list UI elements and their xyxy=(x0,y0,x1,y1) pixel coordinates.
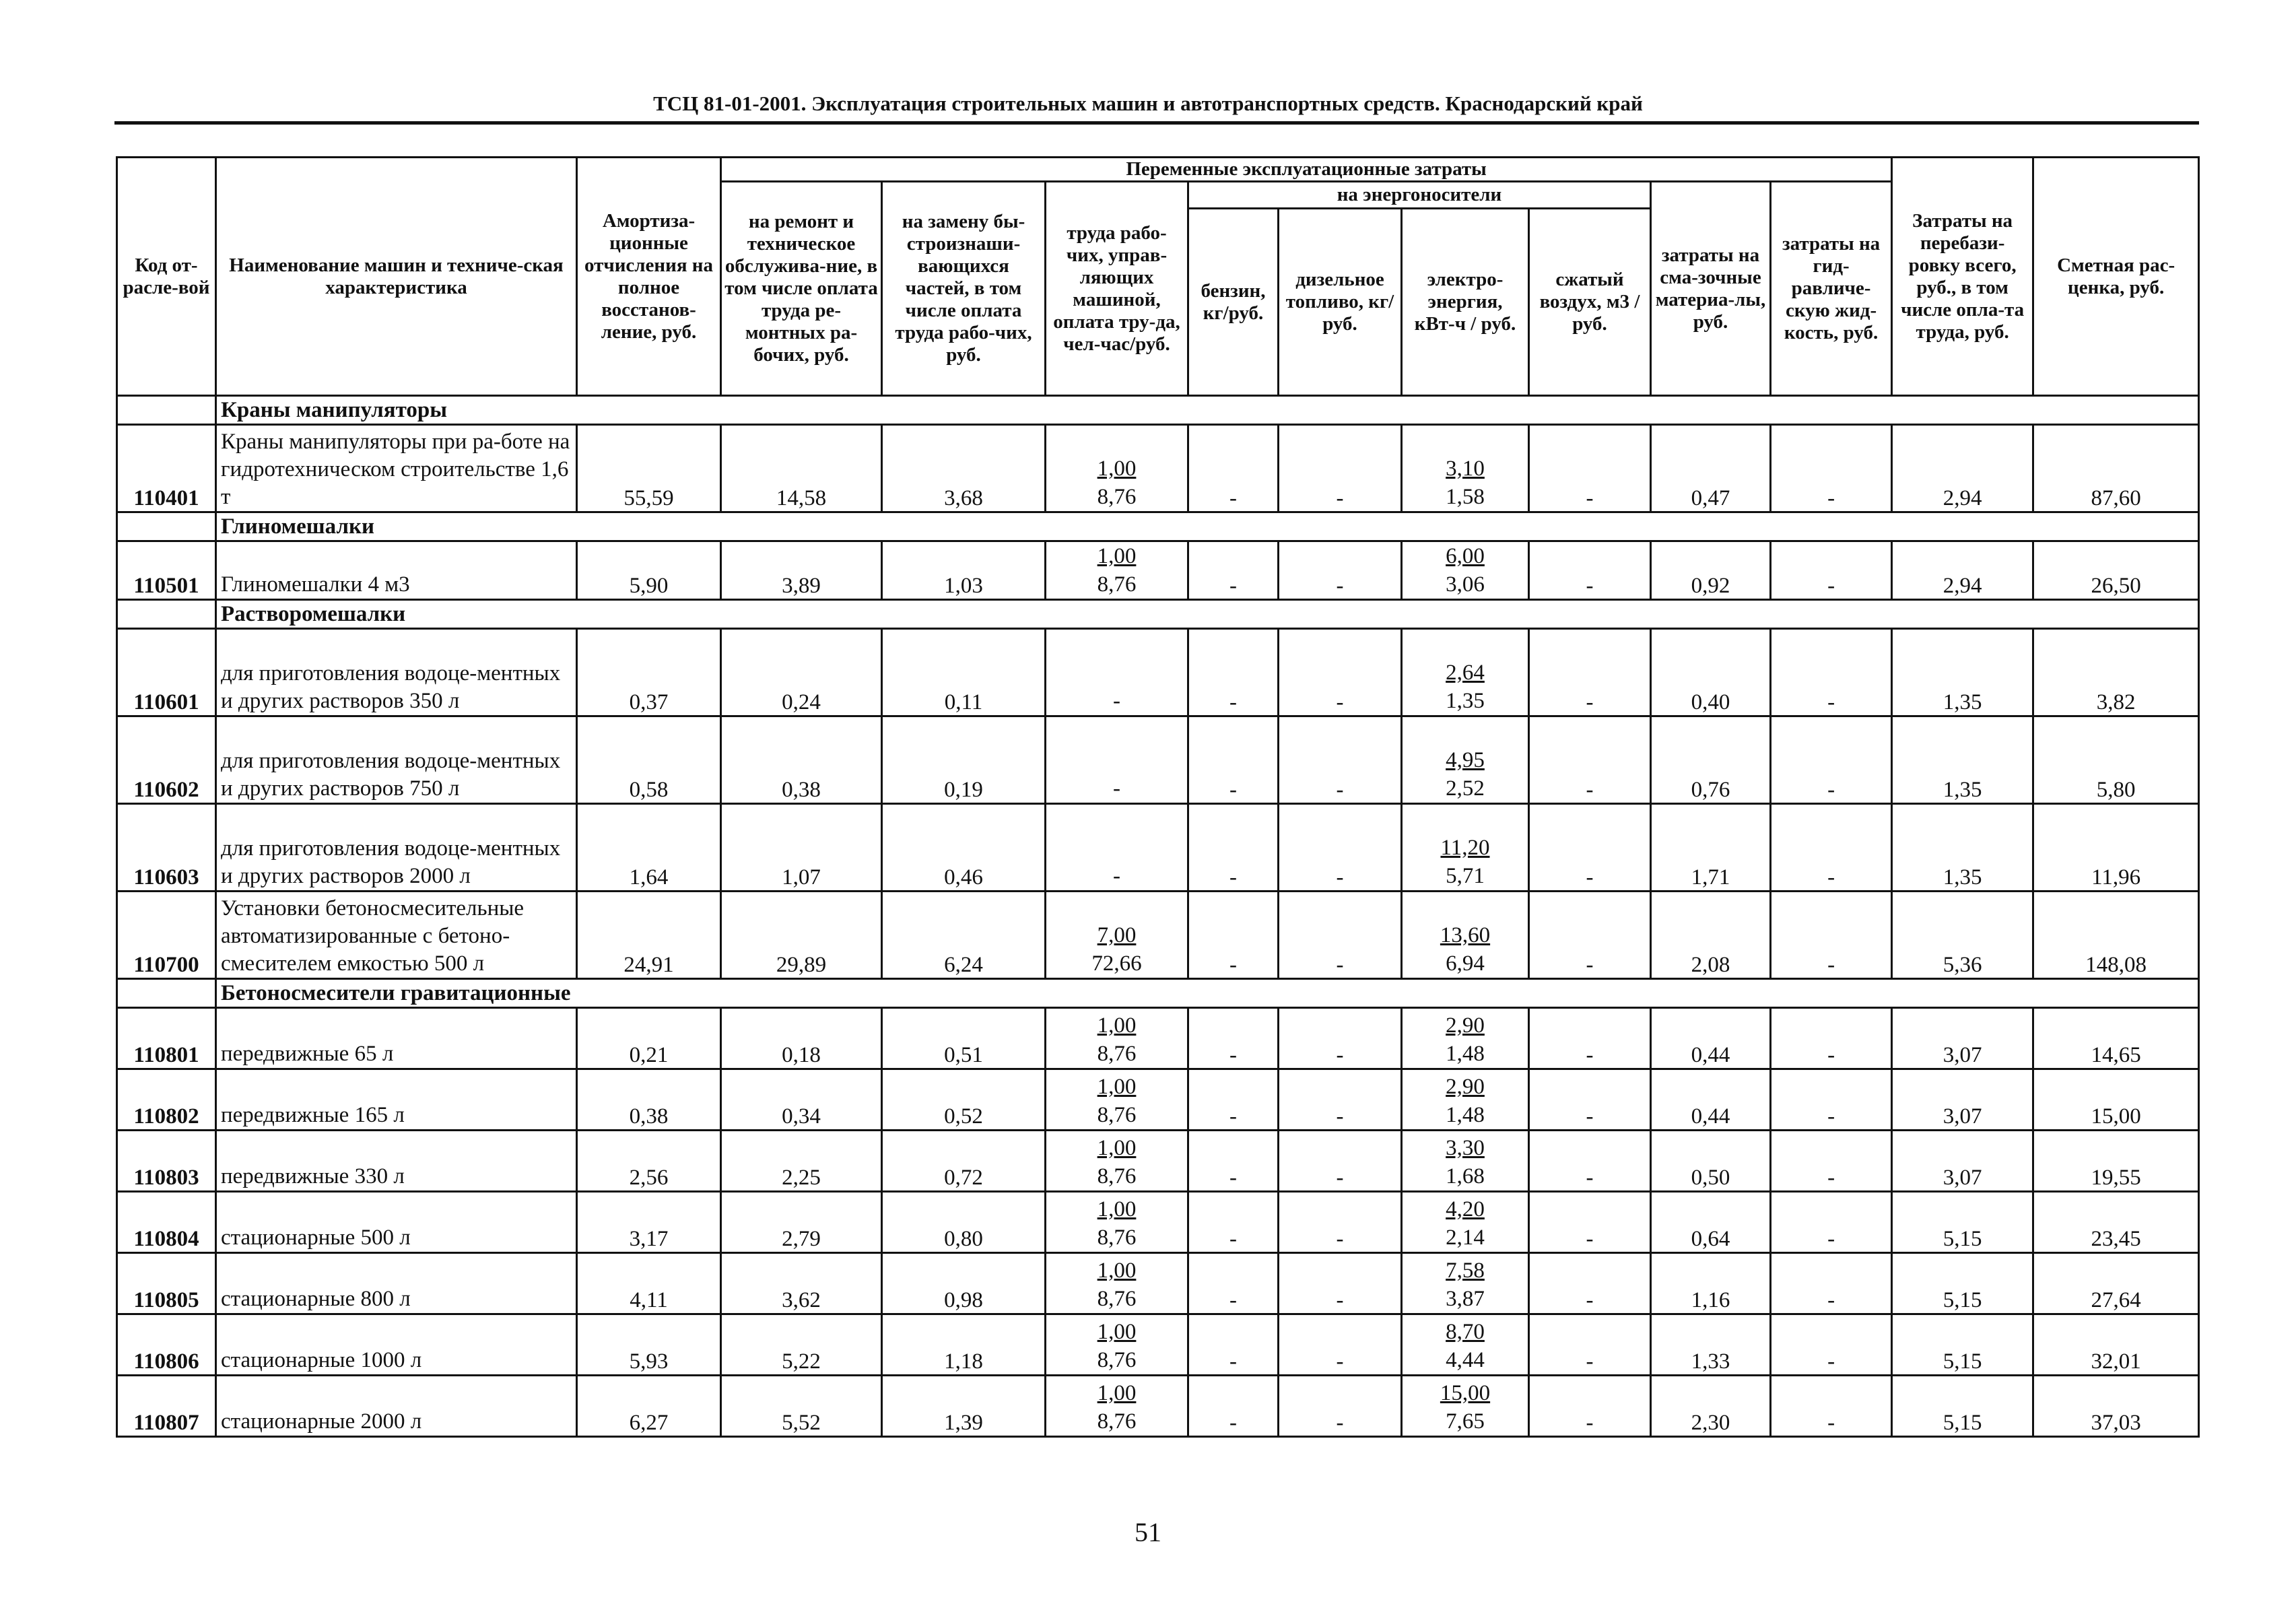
col-price-header: Сметная рас-ценка, руб. xyxy=(2033,158,2199,396)
row-air: - xyxy=(1529,1131,1651,1192)
row-labor-bottom: 8,76 xyxy=(1097,1287,1137,1311)
row-diesel: - xyxy=(1279,425,1402,512)
row-diesel: - xyxy=(1279,1069,1402,1131)
row-amort: 55,59 xyxy=(577,425,721,512)
row-labor xyxy=(1046,804,1188,892)
row-relocation: 3,07 xyxy=(1892,1069,2033,1131)
row-repair: 3,89 xyxy=(721,541,882,600)
section-code-cell xyxy=(117,600,216,629)
row-labor-top: 1,00 xyxy=(1097,1258,1137,1283)
table-row xyxy=(117,892,2199,979)
row-hydraulic: - xyxy=(1771,1069,1892,1131)
col-petrol-header: бензин, кг/руб. xyxy=(1188,209,1279,396)
row-air: - xyxy=(1529,1008,1651,1069)
row-amort: 0,38 xyxy=(577,1069,721,1131)
row-diesel: - xyxy=(1279,1376,1402,1437)
row-parts: 0,72 xyxy=(882,1131,1046,1192)
col-energy-group-header: на энергоносители xyxy=(1188,182,1651,209)
row-petrol: - xyxy=(1188,716,1279,804)
row-electric-bottom: 4,44 xyxy=(1446,1348,1485,1372)
row-electric-bottom: 1,35 xyxy=(1446,689,1485,713)
row-electric xyxy=(1402,629,1529,716)
header-rule xyxy=(114,121,2199,125)
row-labor xyxy=(1046,892,1188,979)
row-lubricant: 0,44 xyxy=(1651,1008,1771,1069)
row-lubricant: 1,33 xyxy=(1651,1314,1771,1376)
row-labor-top: 1,00 xyxy=(1097,1197,1137,1221)
row-labor xyxy=(1046,425,1188,512)
row-price: 11,96 xyxy=(2033,804,2199,892)
row-code: 110601 xyxy=(117,629,216,716)
row-parts: 6,24 xyxy=(882,892,1046,979)
row-repair: 0,18 xyxy=(721,1008,882,1069)
col-relocation-header: Затраты на перебази-ровку всего, руб., в том числе опла-та труда, руб. xyxy=(1892,158,2033,396)
col-diesel-header: дизельное топливо, кг/руб. xyxy=(1279,209,1402,396)
row-electric xyxy=(1402,1376,1529,1437)
row-price: 23,45 xyxy=(2033,1192,2199,1253)
section-row xyxy=(117,512,2199,541)
row-electric-top: 3,30 xyxy=(1446,1136,1485,1160)
row-air: - xyxy=(1529,1376,1651,1437)
row-electric-bottom: 6,94 xyxy=(1446,951,1485,976)
row-hydraulic: - xyxy=(1771,425,1892,512)
table-row xyxy=(117,541,2199,600)
row-labor-bottom: 8,76 xyxy=(1097,1409,1137,1434)
row-name: для приготовления водоце-ментных и других растворов 750 л xyxy=(216,716,577,804)
row-labor-bottom: - xyxy=(1113,864,1120,888)
row-petrol: - xyxy=(1188,1069,1279,1131)
row-labor-bottom: 72,66 xyxy=(1091,951,1142,976)
row-parts: 0,80 xyxy=(882,1192,1046,1253)
section-code-cell xyxy=(117,396,216,425)
table-row xyxy=(117,629,2199,716)
row-parts: 1,39 xyxy=(882,1376,1046,1437)
row-price: 5,80 xyxy=(2033,716,2199,804)
row-air: - xyxy=(1529,1192,1651,1253)
row-labor-top: 1,00 xyxy=(1097,1013,1137,1038)
row-electric-bottom: 7,65 xyxy=(1446,1409,1485,1434)
row-code: 110603 xyxy=(117,804,216,892)
row-hydraulic: - xyxy=(1771,716,1892,804)
row-repair: 2,79 xyxy=(721,1192,882,1253)
row-amort: 5,90 xyxy=(577,541,721,600)
row-code: 110806 xyxy=(117,1314,216,1376)
row-labor-top: 1,00 xyxy=(1097,1381,1137,1405)
row-diesel: - xyxy=(1279,541,1402,600)
row-name: передвижные 330 л xyxy=(216,1131,577,1192)
section-code-cell xyxy=(117,979,216,1008)
row-repair: 0,38 xyxy=(721,716,882,804)
table-row xyxy=(117,804,2199,892)
row-air: - xyxy=(1529,716,1651,804)
row-name: Глиномешалки 4 м3 xyxy=(216,541,577,600)
row-amort: 0,58 xyxy=(577,716,721,804)
page-header-title: ТСЦ 81-01-2001. Эксплуатация строительных машин и автотранспортных средств. Краснодарский край xyxy=(653,92,1643,115)
row-lubricant: 0,40 xyxy=(1651,629,1771,716)
row-labor xyxy=(1046,1008,1188,1069)
row-parts: 0,98 xyxy=(882,1253,1046,1314)
row-price: 19,55 xyxy=(2033,1131,2199,1192)
row-price: 87,60 xyxy=(2033,425,2199,512)
row-diesel: - xyxy=(1279,716,1402,804)
row-parts: 1,18 xyxy=(882,1314,1046,1376)
row-labor-bottom: 8,76 xyxy=(1097,1225,1137,1250)
row-lubricant: 2,08 xyxy=(1651,892,1771,979)
row-name: стационарные 500 л xyxy=(216,1192,577,1253)
table-row xyxy=(117,1314,2199,1376)
row-code: 110501 xyxy=(117,541,216,600)
row-parts: 0,52 xyxy=(882,1069,1046,1131)
col-amort-header: Амортиза-ционные отчисления на полное восстанов-ление, руб. xyxy=(577,158,721,396)
price-table xyxy=(116,156,2200,1438)
row-diesel: - xyxy=(1279,1131,1402,1192)
row-amort: 1,64 xyxy=(577,804,721,892)
row-electric-bottom: 1,48 xyxy=(1446,1103,1485,1127)
row-relocation: 1,35 xyxy=(1892,629,2033,716)
row-labor-bottom: 8,76 xyxy=(1097,572,1137,597)
row-electric-bottom: 2,52 xyxy=(1446,776,1485,801)
section-title: Растворомешалки xyxy=(216,600,2199,629)
row-electric-top: 6,00 xyxy=(1446,544,1485,568)
row-petrol: - xyxy=(1188,541,1279,600)
row-relocation: 3,07 xyxy=(1892,1131,2033,1192)
row-repair: 3,62 xyxy=(721,1253,882,1314)
row-name: для приготовления водоце-ментных и других растворов 2000 л xyxy=(216,804,577,892)
row-repair: 2,25 xyxy=(721,1131,882,1192)
row-lubricant: 1,16 xyxy=(1651,1253,1771,1314)
row-code: 110803 xyxy=(117,1131,216,1192)
row-price: 32,01 xyxy=(2033,1314,2199,1376)
row-labor xyxy=(1046,1192,1188,1253)
row-relocation: 1,35 xyxy=(1892,804,2033,892)
row-air: - xyxy=(1529,541,1651,600)
row-labor-top: 1,00 xyxy=(1097,1136,1137,1160)
row-code: 110401 xyxy=(117,425,216,512)
row-electric-top: 2,90 xyxy=(1446,1013,1485,1038)
row-code: 110804 xyxy=(117,1192,216,1253)
row-relocation: 2,94 xyxy=(1892,425,2033,512)
row-electric-top: 3,10 xyxy=(1446,457,1485,481)
row-amort: 3,17 xyxy=(577,1192,721,1253)
row-petrol: - xyxy=(1188,1008,1279,1069)
row-lubricant: 0,92 xyxy=(1651,541,1771,600)
row-petrol: - xyxy=(1188,425,1279,512)
section-row xyxy=(117,600,2199,629)
row-electric-top: 13,60 xyxy=(1440,923,1491,947)
col-code-header: Код от-расле-вой xyxy=(117,158,216,396)
row-lubricant: 0,64 xyxy=(1651,1192,1771,1253)
row-diesel: - xyxy=(1279,1008,1402,1069)
row-parts: 1,03 xyxy=(882,541,1046,600)
row-electric xyxy=(1402,1069,1529,1131)
row-petrol: - xyxy=(1188,1192,1279,1253)
row-relocation: 1,35 xyxy=(1892,716,2033,804)
row-price: 14,65 xyxy=(2033,1008,2199,1069)
row-amort: 0,21 xyxy=(577,1008,721,1069)
table-row xyxy=(117,716,2199,804)
row-labor xyxy=(1046,1253,1188,1314)
row-electric-top: 7,58 xyxy=(1446,1258,1485,1283)
row-electric xyxy=(1402,1008,1529,1069)
row-electric xyxy=(1402,1131,1529,1192)
table-row xyxy=(117,425,2199,512)
row-diesel: - xyxy=(1279,1253,1402,1314)
row-relocation: 5,15 xyxy=(1892,1376,2033,1437)
row-petrol: - xyxy=(1188,1376,1279,1437)
row-code: 110802 xyxy=(117,1069,216,1131)
row-repair: 1,07 xyxy=(721,804,882,892)
row-parts: 0,46 xyxy=(882,804,1046,892)
row-petrol: - xyxy=(1188,1131,1279,1192)
row-hydraulic: - xyxy=(1771,1253,1892,1314)
row-lubricant: 0,76 xyxy=(1651,716,1771,804)
row-labor-top: 1,00 xyxy=(1097,544,1137,568)
row-labor-top: 1,00 xyxy=(1097,457,1137,481)
row-electric xyxy=(1402,1192,1529,1253)
row-relocation: 5,15 xyxy=(1892,1192,2033,1253)
row-price: 27,64 xyxy=(2033,1253,2199,1314)
row-amort: 0,37 xyxy=(577,629,721,716)
row-parts: 3,68 xyxy=(882,425,1046,512)
row-labor-top: 1,00 xyxy=(1097,1075,1137,1099)
section-title: Краны манипуляторы xyxy=(216,396,2199,425)
section-title: Бетоносмесители гравитационные xyxy=(216,979,2199,1008)
row-labor xyxy=(1046,1069,1188,1131)
row-price: 15,00 xyxy=(2033,1069,2199,1131)
row-name: передвижные 165 л xyxy=(216,1069,577,1131)
row-labor-top: 1,00 xyxy=(1097,1320,1137,1344)
row-labor-bottom: 8,76 xyxy=(1097,485,1137,509)
row-diesel: - xyxy=(1279,1192,1402,1253)
section-title: Глиномешалки xyxy=(216,512,2199,541)
row-diesel: - xyxy=(1279,804,1402,892)
row-relocation: 5,36 xyxy=(1892,892,2033,979)
row-hydraulic: - xyxy=(1771,541,1892,600)
section-row xyxy=(117,979,2199,1008)
row-electric-top: 2,90 xyxy=(1446,1075,1485,1099)
row-amort: 24,91 xyxy=(577,892,721,979)
row-electric-bottom: 1,68 xyxy=(1446,1164,1485,1188)
row-electric-top: 8,70 xyxy=(1446,1320,1485,1344)
row-electric xyxy=(1402,804,1529,892)
row-name: передвижные 65 л xyxy=(216,1008,577,1069)
row-relocation: 5,15 xyxy=(1892,1314,2033,1376)
row-parts: 0,51 xyxy=(882,1008,1046,1069)
row-price: 148,08 xyxy=(2033,892,2199,979)
row-hydraulic: - xyxy=(1771,804,1892,892)
row-air: - xyxy=(1529,1314,1651,1376)
row-labor xyxy=(1046,1131,1188,1192)
row-hydraulic: - xyxy=(1771,1376,1892,1437)
table-row xyxy=(117,1069,2199,1131)
row-name: стационарные 800 л xyxy=(216,1253,577,1314)
table-body xyxy=(117,396,2199,1437)
table-row xyxy=(117,1008,2199,1069)
row-repair: 5,22 xyxy=(721,1314,882,1376)
row-hydraulic: - xyxy=(1771,892,1892,979)
row-petrol: - xyxy=(1188,1253,1279,1314)
row-electric xyxy=(1402,1314,1529,1376)
table-header xyxy=(117,158,2199,396)
row-amort: 5,93 xyxy=(577,1314,721,1376)
row-electric-top: 2,64 xyxy=(1446,661,1485,685)
row-amort: 2,56 xyxy=(577,1131,721,1192)
row-air: - xyxy=(1529,892,1651,979)
row-repair: 0,34 xyxy=(721,1069,882,1131)
row-electric-bottom: 3,87 xyxy=(1446,1287,1485,1311)
row-code: 110801 xyxy=(117,1008,216,1069)
row-code: 110602 xyxy=(117,716,216,804)
row-code: 110805 xyxy=(117,1253,216,1314)
col-repair-header: на ремонт и техническое обслужива-ние, в том числе оплата труда ре-монтных ра-бочих, руб. xyxy=(721,182,882,396)
row-electric-bottom: 1,48 xyxy=(1446,1042,1485,1066)
row-labor xyxy=(1046,1376,1188,1437)
row-repair: 14,58 xyxy=(721,425,882,512)
row-lubricant: 2,30 xyxy=(1651,1376,1771,1437)
row-labor-bottom: - xyxy=(1113,776,1120,801)
row-lubricant: 0,44 xyxy=(1651,1069,1771,1131)
row-hydraulic: - xyxy=(1771,1192,1892,1253)
row-electric-top: 4,95 xyxy=(1446,748,1485,772)
row-name: стационарные 1000 л xyxy=(216,1314,577,1376)
row-petrol: - xyxy=(1188,1314,1279,1376)
row-name: Краны манипуляторы при ра-боте на гидротехническом строительстве 1,6 т xyxy=(216,425,577,512)
row-labor xyxy=(1046,541,1188,600)
row-labor xyxy=(1046,1314,1188,1376)
row-relocation: 3,07 xyxy=(1892,1008,2033,1069)
col-electric-header: электро-энергия, кВт-ч / руб. xyxy=(1402,209,1529,396)
section-row xyxy=(117,396,2199,425)
row-hydraulic: - xyxy=(1771,1008,1892,1069)
row-air: - xyxy=(1529,1253,1651,1314)
col-air-header: сжатый воздух, м3 / руб. xyxy=(1529,209,1651,396)
row-name: для приготовления водоце-ментных и других растворов 350 л xyxy=(216,629,577,716)
col-name-header: Наименование машин и техниче-ская характеристика xyxy=(216,158,577,396)
row-electric-bottom: 1,58 xyxy=(1446,485,1485,509)
row-price: 3,82 xyxy=(2033,629,2199,716)
section-code-cell xyxy=(117,512,216,541)
row-repair: 5,52 xyxy=(721,1376,882,1437)
row-petrol: - xyxy=(1188,804,1279,892)
row-name: Установки бетоносмесительные автоматизированные с бетоно-смесителем емкостью 500 л xyxy=(216,892,577,979)
col-lubricant-header: затраты на сма-зочные материа-лы, руб. xyxy=(1651,182,1771,396)
row-labor-bottom: 8,76 xyxy=(1097,1164,1137,1188)
row-electric-top: 15,00 xyxy=(1440,1381,1491,1405)
row-diesel: - xyxy=(1279,629,1402,716)
row-lubricant: 0,50 xyxy=(1651,1131,1771,1192)
row-electric xyxy=(1402,1253,1529,1314)
row-amort: 4,11 xyxy=(577,1253,721,1314)
row-labor xyxy=(1046,716,1188,804)
row-code: 110700 xyxy=(117,892,216,979)
row-electric-bottom: 2,14 xyxy=(1446,1225,1485,1250)
row-electric xyxy=(1402,716,1529,804)
row-labor-bottom: 8,76 xyxy=(1097,1348,1137,1372)
row-price: 37,03 xyxy=(2033,1376,2199,1437)
row-electric xyxy=(1402,892,1529,979)
table-row xyxy=(117,1376,2199,1437)
table-row xyxy=(117,1253,2199,1314)
row-repair: 0,24 xyxy=(721,629,882,716)
row-air: - xyxy=(1529,804,1651,892)
row-parts: 0,11 xyxy=(882,629,1046,716)
row-petrol: - xyxy=(1188,629,1279,716)
page-number: 51 xyxy=(1135,1517,1161,1547)
row-price: 26,50 xyxy=(2033,541,2199,600)
row-labor-bottom: 8,76 xyxy=(1097,1042,1137,1066)
col-parts-header: на замену бы-строизнаши-вающихся частей, в том числе оплата труда рабо-чих, руб. xyxy=(882,182,1046,396)
row-lubricant: 0,47 xyxy=(1651,425,1771,512)
row-electric-bottom: 3,06 xyxy=(1446,572,1485,597)
row-diesel: - xyxy=(1279,1314,1402,1376)
table-row xyxy=(117,1192,2199,1253)
row-air: - xyxy=(1529,1069,1651,1131)
row-hydraulic: - xyxy=(1771,1314,1892,1376)
row-air: - xyxy=(1529,425,1651,512)
row-diesel: - xyxy=(1279,892,1402,979)
row-relocation: 2,94 xyxy=(1892,541,2033,600)
row-electric xyxy=(1402,541,1529,600)
row-air: - xyxy=(1529,629,1651,716)
row-electric-bottom: 5,71 xyxy=(1446,864,1485,888)
row-relocation: 5,15 xyxy=(1892,1253,2033,1314)
row-name: стационарные 2000 л xyxy=(216,1376,577,1437)
row-labor-bottom: - xyxy=(1113,689,1120,713)
row-labor-top: 7,00 xyxy=(1097,923,1137,947)
row-electric-top: 4,20 xyxy=(1446,1197,1485,1221)
row-hydraulic: - xyxy=(1771,1131,1892,1192)
row-petrol: - xyxy=(1188,892,1279,979)
row-code: 110807 xyxy=(117,1376,216,1437)
row-labor-bottom: 8,76 xyxy=(1097,1103,1137,1127)
row-electric xyxy=(1402,425,1529,512)
table-row xyxy=(117,1131,2199,1192)
col-hydraulic-header: затраты на гид-равличе-скую жид-кость, руб. xyxy=(1771,182,1892,396)
col-labor-header: труда рабо-чих, управ-ляющих машиной, оплата тру-да, чел-час/руб. xyxy=(1046,182,1188,396)
row-hydraulic: - xyxy=(1771,629,1892,716)
row-electric-top: 11,20 xyxy=(1440,836,1490,860)
col-variable-group-header: Переменные эксплуатационные затраты xyxy=(721,158,1892,182)
row-labor xyxy=(1046,629,1188,716)
row-parts: 0,19 xyxy=(882,716,1046,804)
row-repair: 29,89 xyxy=(721,892,882,979)
row-amort: 6,27 xyxy=(577,1376,721,1437)
row-lubricant: 1,71 xyxy=(1651,804,1771,892)
